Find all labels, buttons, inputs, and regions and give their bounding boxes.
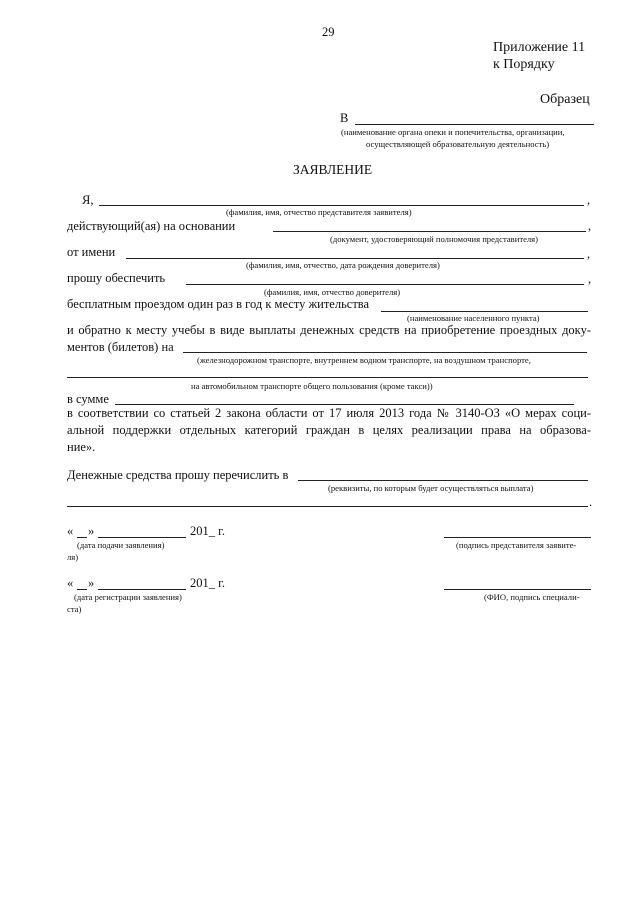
transfer-field[interactable] bbox=[298, 480, 588, 481]
travel-label: бесплатным проездом один раз в год к месту жительства bbox=[67, 297, 370, 311]
reg-day-field[interactable] bbox=[77, 589, 87, 590]
specialist-signature-hint: (ФИО, подпись специали- bbox=[484, 592, 580, 602]
submit-date-hint-2: ля) bbox=[67, 552, 79, 562]
basis-label: действующий(ая) на основании bbox=[67, 219, 236, 233]
addressee-hint-1: (наименование органа опеки и попечительства, организации, bbox=[341, 127, 565, 137]
appendix-line-2: к Порядку bbox=[493, 57, 555, 72]
representative-signature-hint: (подпись представителя заявите- bbox=[456, 540, 577, 550]
law-text-line-3: ние». bbox=[67, 440, 96, 454]
destination-field[interactable] bbox=[381, 311, 588, 312]
transfer-label: Денежные средства прошу перечислить в bbox=[67, 468, 289, 482]
reg-date-hint-2: ста) bbox=[67, 604, 82, 614]
travel-hint: (наименование населенного пункта) bbox=[407, 313, 540, 323]
addressee-hint-2: осуществляющей образовательную деятельность) bbox=[366, 139, 550, 149]
addressee-prefix: В bbox=[340, 111, 349, 125]
addressee-field[interactable] bbox=[355, 124, 594, 125]
representative-signature-field[interactable] bbox=[444, 537, 591, 538]
transfer-field-2[interactable] bbox=[67, 506, 588, 507]
applicant-name-field[interactable] bbox=[99, 205, 584, 206]
transfer-dot: . bbox=[589, 495, 593, 509]
transport-hint: (железнодорожном транспорте, внутреннем водном транспорте, на воздушном транспорте, bbox=[197, 355, 531, 365]
applicant-hint: (фамилия, имя, отчество представителя заявителя) bbox=[226, 207, 412, 217]
behalf-comma: , bbox=[587, 247, 591, 261]
sum-field[interactable] bbox=[115, 404, 574, 405]
applicant-label: Я, bbox=[82, 193, 94, 207]
submit-month-field[interactable] bbox=[98, 537, 186, 538]
behalf-hint: (фамилия, имя, отчество, дата рождения доверителя) bbox=[246, 260, 440, 270]
basis-field[interactable] bbox=[273, 231, 586, 232]
applicant-comma: , bbox=[587, 193, 591, 207]
reg-month-field[interactable] bbox=[98, 589, 186, 590]
reg-year: 201_ г. bbox=[190, 576, 225, 590]
sum-label: в сумме bbox=[67, 392, 109, 406]
submit-day-field[interactable] bbox=[77, 537, 87, 538]
transfer-hint: (реквизиты, по которым будет осуществляться выплата) bbox=[328, 483, 534, 493]
document-title: ЗАЯВЛЕНИЕ bbox=[293, 162, 373, 177]
basis-comma: , bbox=[588, 219, 592, 233]
provide-hint: (фамилия, имя, отчество доверителя) bbox=[264, 287, 401, 297]
behalf-label: от имени bbox=[67, 245, 116, 259]
provide-field[interactable] bbox=[186, 284, 584, 285]
tickets-label: ментов (билетов) на bbox=[67, 340, 174, 354]
reg-date-open-quote: « bbox=[67, 576, 74, 590]
submit-date-open-quote: « bbox=[67, 524, 74, 538]
reg-date-close-quote: » bbox=[88, 576, 95, 590]
law-text-line-2: альной поддержки отдельных категорий граждан в целях реализации права на образова- bbox=[67, 423, 591, 437]
law-text-line-1: в соответствии со статьей 2 закона области от 17 июля 2013 года № 3140-ОЗ «О мерах соци- bbox=[67, 406, 591, 420]
transport-field-2[interactable] bbox=[67, 377, 588, 378]
page-number: 29 bbox=[322, 25, 335, 39]
transport-hint-2: на автомобильном транспорте общего пользования (кроме такси)) bbox=[191, 381, 433, 391]
return-trip-text: и обратно к месту учебы в виде выплаты денежных средств на приобретение проездных доку- bbox=[67, 323, 591, 337]
submit-year: 201_ г. bbox=[190, 524, 225, 538]
provide-comma: , bbox=[588, 272, 592, 286]
specialist-signature-field[interactable] bbox=[444, 589, 591, 590]
reg-date-hint: (дата регистрации заявления) bbox=[74, 592, 182, 602]
behalf-field[interactable] bbox=[126, 258, 584, 259]
provide-label: прошу обеспечить bbox=[67, 271, 166, 285]
basis-hint: (документ, удостоверяющий полномочия представителя) bbox=[330, 234, 538, 244]
sample-label: Образец bbox=[540, 92, 590, 107]
submit-date-close-quote: » bbox=[88, 524, 95, 538]
transport-field[interactable] bbox=[183, 352, 587, 353]
appendix-line-1: Приложение 11 bbox=[493, 40, 586, 55]
submit-date-hint: (дата подачи заявления) bbox=[77, 540, 165, 550]
